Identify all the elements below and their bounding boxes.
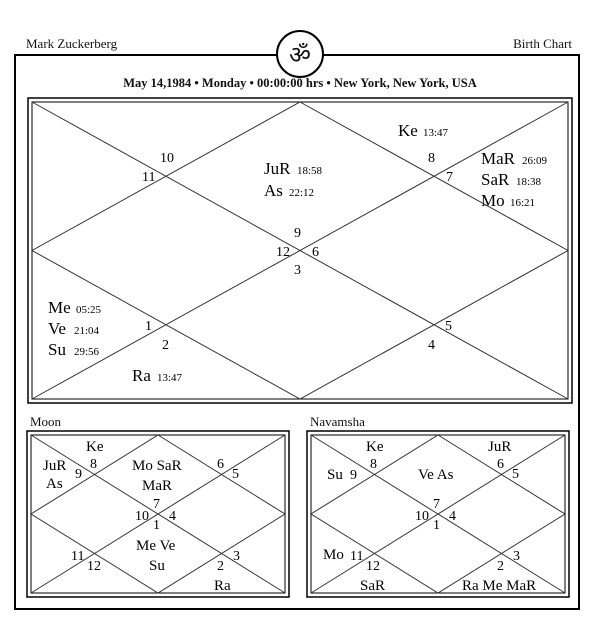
moon-text: Ra — [214, 578, 231, 594]
house-number: 6 — [312, 245, 319, 260]
moon-text: 5 — [232, 467, 239, 482]
om-icon: ॐ — [276, 30, 324, 78]
planet-mar-degree: 26:09 — [522, 155, 548, 167]
navamsha-text: Ke — [366, 439, 384, 455]
navamsha-text: JuR — [488, 439, 512, 455]
navamsha-text: 1 — [433, 518, 440, 533]
planet-sar: SaR — [481, 170, 510, 189]
moon-text: Ke — [86, 439, 104, 455]
navamsha-chart-title: Navamsha — [310, 414, 365, 429]
chart-title: Birth Chart — [513, 36, 572, 51]
house-number: 4 — [428, 338, 435, 353]
native-name: Mark Zuckerberg — [26, 36, 118, 51]
navamsha-text: 11 — [350, 549, 364, 564]
navamsha-text: 7 — [433, 497, 440, 512]
moon-text: MaR — [142, 478, 172, 494]
navamsha-text: 10 — [415, 509, 429, 524]
moon-text: 6 — [217, 457, 224, 472]
navamsha-text: Ve As — [418, 467, 454, 483]
moon-text: 11 — [71, 549, 85, 564]
moon-text: 1 — [153, 518, 160, 533]
planet-mo: Mo — [481, 191, 505, 210]
planet-ke-degree: 13:47 — [423, 127, 449, 139]
main-chart — [26, 96, 574, 405]
house-number: 3 — [294, 263, 301, 278]
planet-mo-degree: 16:21 — [510, 197, 536, 209]
house-number: 12 — [276, 245, 290, 260]
navamsha-text: 9 — [350, 468, 357, 483]
planet-jur-degree: 18:58 — [297, 165, 323, 177]
planet-jur: JuR — [264, 159, 291, 178]
moon-text: 10 — [135, 509, 149, 524]
moon-text: Su — [149, 558, 165, 574]
planet-ve: Ve — [48, 319, 66, 338]
house-number: 10 — [160, 151, 174, 166]
moon-text: Me Ve — [136, 538, 176, 554]
house-number: 1 — [145, 319, 152, 334]
navamsha-text: Su — [327, 467, 343, 483]
moon-text: As — [46, 476, 63, 492]
planet-as-degree: 22:12 — [289, 187, 315, 199]
planet-su-degree: 29:56 — [74, 346, 100, 358]
moon-text: 4 — [169, 509, 176, 524]
house-number: 9 — [294, 226, 301, 241]
moon-text: 2 — [217, 559, 224, 574]
moon-chart-title: Moon — [30, 414, 62, 429]
planet-sar-degree: 18:38 — [516, 176, 542, 188]
moon-text: Mo SaR — [132, 458, 182, 474]
navamsha-text: Ra Me MaR — [462, 578, 537, 594]
moon-chart — [26, 430, 290, 598]
house-number: 11 — [142, 170, 156, 185]
navamsha-text: 2 — [497, 559, 504, 574]
moon-text: 12 — [87, 559, 101, 574]
navamsha-text: 6 — [497, 457, 504, 472]
house-number: 8 — [428, 151, 435, 166]
navamsha-text: 3 — [513, 549, 520, 564]
moon-text: 9 — [75, 467, 82, 482]
planet-mar: MaR — [481, 149, 515, 168]
house-number: 2 — [162, 338, 169, 353]
house-number: 5 — [445, 319, 452, 334]
planet-su: Su — [48, 340, 66, 359]
navamsha-text: 4 — [449, 509, 456, 524]
house-number: 7 — [446, 170, 453, 185]
moon-text: 3 — [233, 549, 240, 564]
moon-text: JuR — [43, 458, 67, 474]
navamsha-text: 8 — [370, 457, 377, 472]
planet-ke: Ke — [398, 121, 418, 140]
planet-me: Me — [48, 298, 71, 317]
moon-text: 8 — [90, 457, 97, 472]
planet-ra: Ra — [132, 366, 151, 385]
navamsha-text: 12 — [366, 559, 380, 574]
planet-ra-degree: 13:47 — [157, 372, 183, 384]
moon-text: 7 — [153, 497, 160, 512]
birth-details: May 14,1984 • Monday • 00:00:00 hrs • New York, New York, USA — [123, 76, 477, 90]
navamsha-text: SaR — [360, 578, 386, 594]
planet-me-degree: 05:25 — [76, 304, 102, 316]
planet-ve-degree: 21:04 — [74, 325, 100, 337]
navamsha-text: 5 — [512, 467, 519, 482]
planet-as: As — [264, 181, 283, 200]
navamsha-chart — [306, 430, 570, 598]
navamsha-text: Mo — [323, 547, 344, 563]
